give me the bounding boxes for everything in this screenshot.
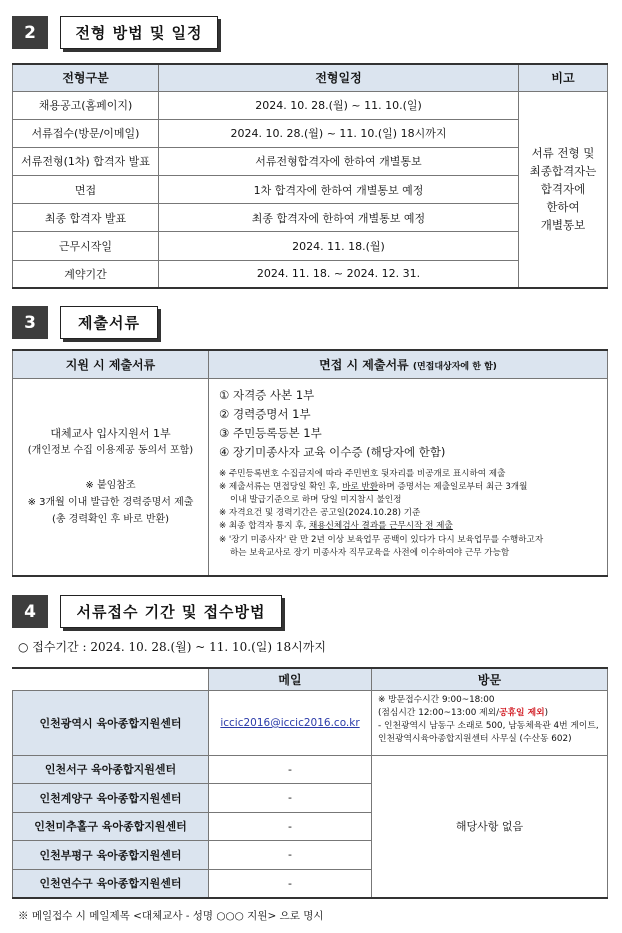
cell-schedule: 2024. 10. 28.(월) ~ 11. 10.(일) xyxy=(159,91,519,119)
doc-item: ① 자격증 사본 1부 xyxy=(219,387,315,402)
header-note: (면접대상자에 한 함) xyxy=(412,361,497,372)
note-line: ※ 자격요건 및 경력기간은 공고일(2024.10.28) 기준 xyxy=(219,508,421,519)
cell-type: 근무시작일 xyxy=(13,232,159,260)
table-row xyxy=(13,260,608,288)
visit-line: - 인천광역시 남동구 소래로 500, 남동체육관 4번 게이트, xyxy=(378,720,599,731)
remark-line: 한하여 xyxy=(546,200,580,215)
schedule-table xyxy=(12,63,608,289)
table-row xyxy=(13,119,608,147)
note-line: ※ 최종 합격자 통지 후, 채용신체검사 결과를 근무시작 전 제출 xyxy=(219,521,453,532)
visit-line: (점심시간 12:00~13:00 제외/공휴일 제외) xyxy=(378,707,549,718)
doc-item: ④ 장기미종사자 교육 이수증 (해당자에 한함) xyxy=(219,444,446,459)
cell-type: 서류전형(1차) 합격자 발표 xyxy=(13,147,159,175)
remark-cell xyxy=(519,91,608,288)
visit-info-cell xyxy=(372,690,608,755)
visit-line: ※ 방문접수시간 9:00~18:00 xyxy=(378,694,495,705)
section-title: 제출서류 xyxy=(60,306,158,339)
table-row xyxy=(13,176,608,204)
table-row xyxy=(13,755,608,784)
cell-type: 서류접수(방문/이메일) xyxy=(13,119,159,147)
email-cell xyxy=(209,690,372,755)
application-period: ○ 접수기간 : 2024. 10. 28.(월) ~ 11. 10.(일) 18시까지 xyxy=(18,640,326,654)
cell-schedule: 최종 합격자에 한하여 개별통보 예정 xyxy=(159,204,519,232)
remark-line: 최종합격자는 xyxy=(529,164,597,179)
note-line: ※ '장기 미종사자' 란 만 2년 이상 보육업무 공백이 있다가 다시 보육업무를 수행하고자 xyxy=(219,534,544,545)
doc-item: ② 경력증명서 1부 xyxy=(219,406,311,421)
email-link[interactable]: iccic2016@iccic2016.co.kr xyxy=(220,717,360,729)
section-title: 전형 방법 및 일정 xyxy=(60,16,218,49)
section-number: 3 xyxy=(12,306,48,339)
table-row xyxy=(13,690,608,755)
center-name: 인천부평구 육아종합지원센터 xyxy=(13,841,209,870)
apply-doc-line: (총 경력확인 후 바로 반환) xyxy=(51,514,170,526)
header-text: 면접 시 제출서류 xyxy=(319,357,409,372)
remark-line: 서류 전형 및 xyxy=(531,146,595,161)
apply-doc-line: (개인정보 수집 이용제공 동의서 포함) xyxy=(27,445,194,457)
cell-type: 최종 합격자 발표 xyxy=(13,204,159,232)
center-name: 인천미추홀구 육아종합지원센터 xyxy=(13,812,209,841)
section-number: 4 xyxy=(12,595,48,628)
col-header-remark: 비고 xyxy=(519,64,608,91)
col-header-apply-docs: 지원 시 제출서류 xyxy=(13,350,209,378)
submission-table xyxy=(12,667,608,899)
section-title: 서류접수 기간 및 접수방법 xyxy=(60,595,282,628)
email-cell: - xyxy=(209,784,372,813)
apply-doc-line: 대체교사 입사지원서 1부 xyxy=(50,427,171,441)
cell-schedule: 2024. 11. 18. ~ 2024. 12. 31. xyxy=(159,260,519,288)
remark-line: 개별통보 xyxy=(540,218,586,233)
cell-schedule: 2024. 10. 28.(월) ~ 11. 10.(일) 18시까지 xyxy=(159,119,519,147)
email-cell: - xyxy=(209,755,372,784)
apply-doc-line: ※ 붙임참조 xyxy=(85,480,136,492)
apply-doc-line: ※ 3개월 이내 발급한 경력증명서 제출 xyxy=(27,497,194,509)
email-subject-note: ※ 메일접수 시 메일제목 <대체교사 - 성명 ○○○ 지원> 으로 명시 xyxy=(18,910,324,922)
remark-line: 합격자에 xyxy=(540,182,586,197)
documents-table xyxy=(12,349,608,577)
table-row xyxy=(13,91,608,119)
note-line: ※ 제출서류는 면접당일 확인 후, 바로 반환하며 증명서는 제출일로부터 최근 3개월 xyxy=(219,481,528,492)
section-number: 2 xyxy=(12,16,48,49)
section-4-header xyxy=(12,595,282,628)
interview-docs-cell xyxy=(209,378,608,576)
col-header-visit: 방문 xyxy=(372,668,608,690)
cell-schedule: 1차 합격자에 한하여 개별통보 예정 xyxy=(159,176,519,204)
center-name: 인천계양구 육아종합지원센터 xyxy=(13,784,209,813)
cell-type: 채용공고(홈페이지) xyxy=(13,91,159,119)
email-cell: - xyxy=(209,812,372,841)
table-row xyxy=(13,232,608,260)
section-3-header xyxy=(12,306,158,339)
cell-type: 계약기간 xyxy=(13,260,159,288)
note-line: ※ 주민등록번호 수집금지에 따라 주민번호 뒷자리를 비공개로 표시하여 제출 xyxy=(219,468,506,479)
col-header-email: 메일 xyxy=(209,668,372,690)
cell-schedule: 서류전형합격자에 한하여 개별통보 xyxy=(159,147,519,175)
cell-schedule: 2024. 11. 18.(월) xyxy=(159,232,519,260)
col-header-schedule: 전형일정 xyxy=(159,64,519,91)
col-header-interview-docs xyxy=(209,350,608,378)
corner-cell xyxy=(13,668,209,690)
not-applicable-cell: 해당사항 없음 xyxy=(372,755,608,898)
email-cell: - xyxy=(209,869,372,898)
col-header-type: 전형구분 xyxy=(13,64,159,91)
note-line: 이내 발급기준으로 하며 당일 미지참시 불인정 xyxy=(230,494,402,505)
table-row xyxy=(13,204,608,232)
cell-type: 면접 xyxy=(13,176,159,204)
center-name: 인천광역시 육아종합지원센터 xyxy=(13,690,209,755)
section-2-header xyxy=(12,16,218,49)
visit-line: 인천광역시육아종합지원센터 사무실 (수산동 602) xyxy=(378,733,572,744)
doc-item: ③ 주민등록등본 1부 xyxy=(219,425,322,440)
apply-docs-cell xyxy=(13,378,209,576)
center-name: 인천연수구 육아종합지원센터 xyxy=(13,869,209,898)
table-row xyxy=(13,147,608,175)
note-line: 하는 보육교사로 장기 미종사자 직무교육을 사전에 이수하여야 근무 가능함 xyxy=(230,547,510,558)
email-cell: - xyxy=(209,841,372,870)
center-name: 인천서구 육아종합지원센터 xyxy=(13,755,209,784)
